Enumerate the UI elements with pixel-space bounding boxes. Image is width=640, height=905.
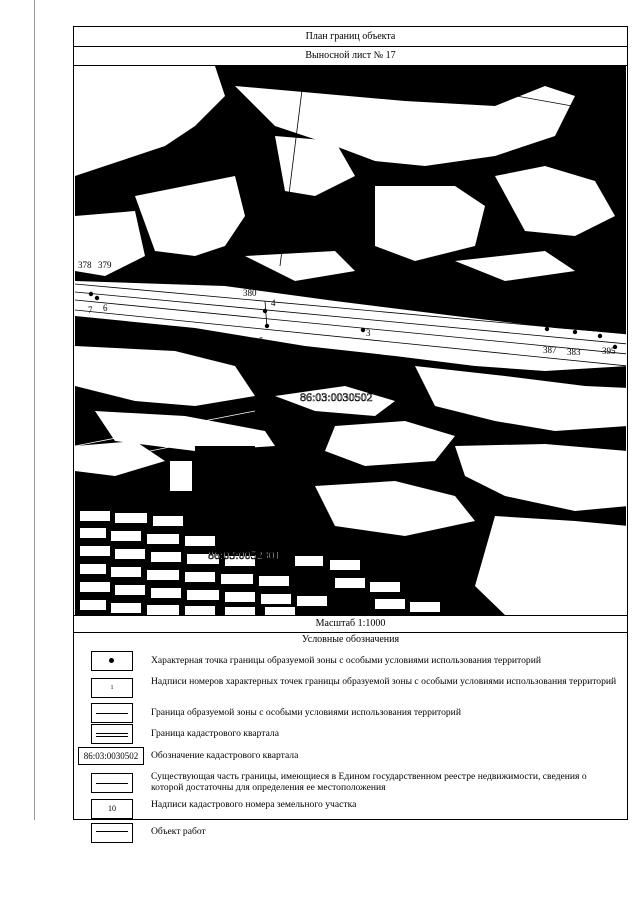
line-icon xyxy=(96,783,128,784)
point-label: 3 xyxy=(366,328,371,338)
legend-text: Объект работ xyxy=(151,826,206,837)
cadastral-label: 86:03:0030502 xyxy=(300,390,373,404)
point-label: 387 xyxy=(543,345,557,355)
line-icon xyxy=(96,736,128,737)
point-icon xyxy=(109,658,114,663)
legend-quarter-code-symbol: 86:03:0030502 xyxy=(78,747,144,765)
legend-zone-line-symbol xyxy=(91,703,133,723)
point-label: 389 xyxy=(550,310,564,320)
small-number-icon: 1 xyxy=(110,685,114,691)
point-label: 378 xyxy=(78,260,92,270)
legend-text: Характерная точка границы образуемой зоны с особыми условиями использования территорий xyxy=(151,655,541,666)
legend-text: Граница кадастрового квартала xyxy=(151,728,279,739)
scale-label: Масштаб 1:1000 xyxy=(74,615,627,633)
legend-item xyxy=(74,651,627,673)
point-label: 395 xyxy=(602,346,616,356)
margin-line xyxy=(34,0,35,820)
point-label: 379 xyxy=(98,260,112,270)
point-label: 382 xyxy=(391,285,405,295)
legend-text: Надписи кадастрового номера земельного участка xyxy=(151,799,357,810)
legend-text: Существующая часть границы, имеющиеся в Едином государственном реестре недвижимости, сведения о которой достаточны для определения ее местоположения xyxy=(151,771,587,793)
point-label: 390 xyxy=(578,318,592,328)
legend-item xyxy=(74,703,627,723)
legend-item xyxy=(74,823,627,843)
legend-object-symbol xyxy=(91,823,133,843)
legend-text: Обозначение кадастрового квартала xyxy=(151,750,299,761)
legend-item xyxy=(74,724,627,744)
legend-item xyxy=(74,769,627,797)
legend-text: Надписи номеров характерных точек границы образуемой зоны с особыми условиями использования территорий xyxy=(151,676,617,687)
line-icon xyxy=(96,733,128,734)
legend-title: Условные обозначения xyxy=(301,634,400,645)
plan-title: План границ объекта xyxy=(74,27,627,47)
point-label: 6 xyxy=(103,303,108,313)
legend-existing-line-symbol xyxy=(91,773,133,793)
cadastral-label: 86:03:0052301 xyxy=(208,548,281,562)
point-label: 383 xyxy=(567,347,581,357)
point-label: 380 xyxy=(243,288,257,298)
point-label: 7 xyxy=(88,305,93,315)
legend-text: Граница образуемой зоны с особыми условиями использования территорий xyxy=(151,707,461,718)
point-label: 4 xyxy=(271,298,276,308)
legend-point-symbol xyxy=(91,651,133,671)
point-label: 391 xyxy=(600,318,614,328)
plan-frame xyxy=(73,26,628,837)
line-icon xyxy=(96,831,128,832)
legend-parcel-number-symbol: 10 xyxy=(91,799,133,819)
line-icon xyxy=(96,713,128,714)
legend-quarter-line-symbol xyxy=(91,724,133,744)
legend-item xyxy=(74,747,627,767)
legend-item xyxy=(74,676,627,702)
sheet-title: Выносной лист № 17 xyxy=(74,46,627,66)
point-label: 5 xyxy=(259,336,264,346)
legend-item xyxy=(74,799,627,819)
map-image xyxy=(75,66,626,615)
legend-number-symbol xyxy=(91,678,133,698)
